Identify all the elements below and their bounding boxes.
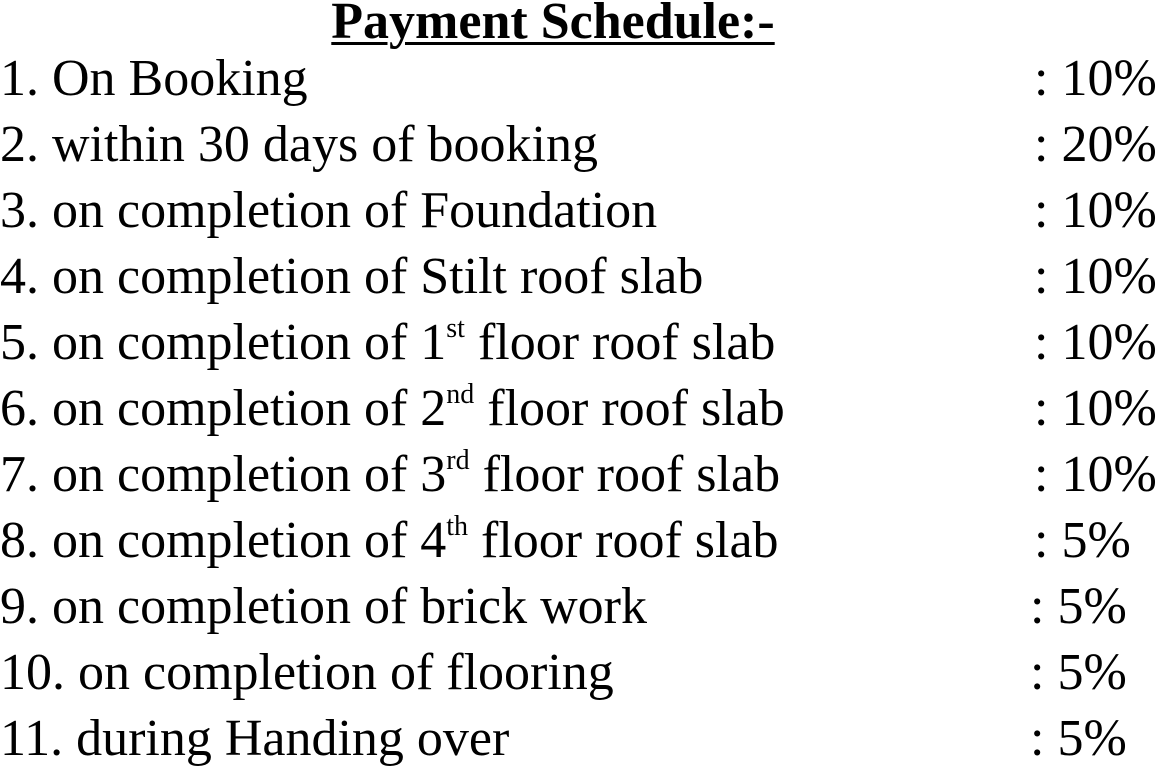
list-item [0,574,1171,640]
item-label-text: 7. on completion of 3 [0,446,447,503]
item-percentage: : 10% [1034,248,1157,305]
list-item [0,508,1171,574]
item-percentage: : 5% [1030,644,1127,701]
list-item [0,376,1171,442]
ordinal-suffix: th [446,511,469,542]
list-item [0,112,1171,178]
ordinal-suffix: st [446,313,465,344]
item-percentage: : 10% [1034,446,1157,503]
item-percentage: : 5% [1030,578,1127,635]
item-label: 1. On Booking [0,50,308,107]
item-percentage: : 10% [1034,182,1157,239]
list-item [0,310,1171,376]
item-percentage: : 5% [1034,512,1131,569]
item-label-text: 5. on completion of 1 [0,314,447,371]
item-label [0,442,780,508]
item-label-text: 8. on completion of 4 [0,512,447,569]
list-item [0,178,1171,244]
list-item [0,46,1171,112]
list-item [0,706,1171,772]
ordinal-suffix: rd [446,445,470,476]
ordinal-suffix: nd [446,379,475,410]
item-label: 2. within 30 days of booking [0,116,598,173]
item-label-text: floor roof slab [464,314,776,371]
item-label: 3. on completion of Foundation [0,182,658,239]
item-label: 10. on completion of flooring [0,644,614,701]
item-percentage: : 5% [1030,710,1127,767]
item-label [0,376,785,442]
item-percentage: : 10% [1034,314,1157,371]
item-label-text: floor roof slab [468,512,779,569]
item-label [0,310,775,376]
list-item [0,640,1171,706]
item-label: 11. during Handing over [0,710,510,767]
item-percentage: : 10% [1034,50,1157,107]
item-label-text: 6. on completion of 2 [0,380,447,437]
item-label: 4. on completion of Stilt roof slab [0,248,704,305]
list-item [0,442,1171,508]
item-label-text: floor roof slab [474,380,785,437]
item-label [0,508,779,574]
item-label-text: floor roof slab [469,446,781,503]
item-label: 9. on completion of brick work [0,578,647,635]
page-title: Payment Schedule:- [331,0,775,50]
item-percentage: : 20% [1034,116,1157,173]
item-percentage: : 10% [1034,380,1157,437]
list-item [0,244,1171,310]
